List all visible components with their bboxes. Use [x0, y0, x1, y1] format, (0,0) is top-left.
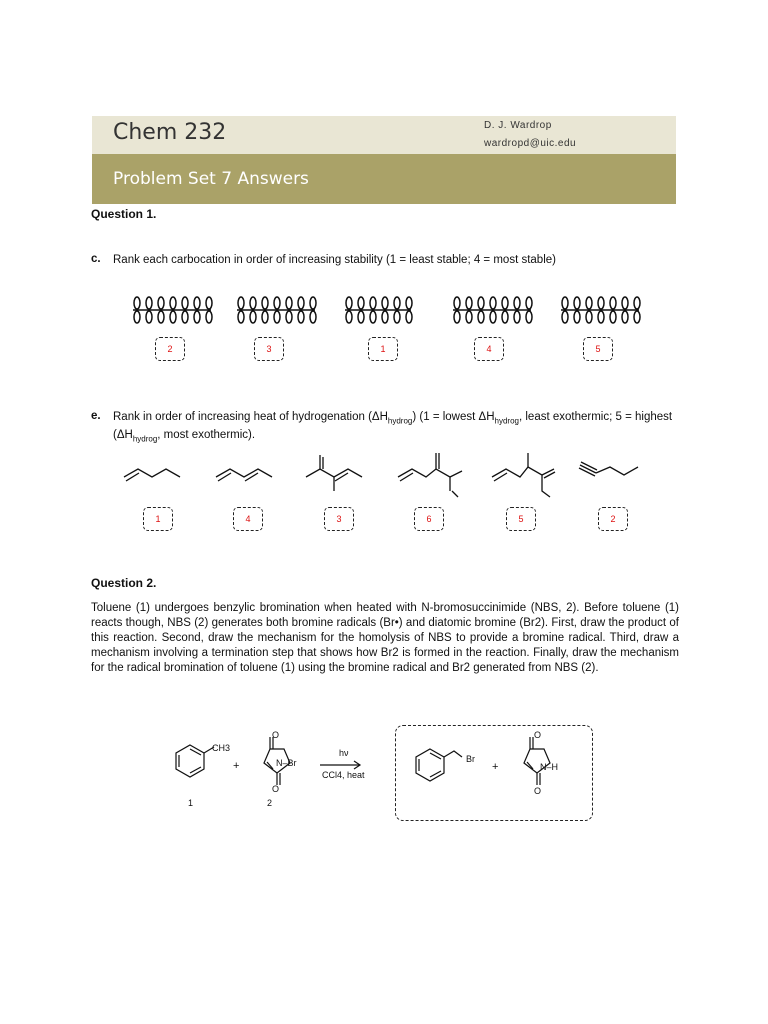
oxygen-label: O [534, 786, 542, 796]
alkene-5 [492, 453, 555, 497]
nbr-label: N–Br [276, 758, 297, 768]
alkene-structures [118, 447, 658, 503]
reaction-arrow [320, 761, 360, 769]
oxygen-label: O [272, 784, 280, 794]
rank-box[interactable]: 1 [143, 507, 173, 531]
oxygen-label: O [534, 730, 542, 740]
carbocation-structures [125, 292, 655, 328]
conditions-label: CCl4, heat [322, 770, 365, 780]
alkene-3 [306, 455, 362, 491]
author-name: D. J. Wardrop [484, 120, 552, 131]
question-1-heading: Question 1. [91, 207, 157, 221]
toluene-structure [176, 745, 214, 777]
nh-label: N–H [540, 762, 559, 772]
reaction-products [410, 735, 580, 815]
question-2-heading: Question 2. [91, 576, 157, 590]
alkene-4 [398, 453, 462, 497]
rank-box[interactable]: 3 [254, 337, 284, 361]
rank-box[interactable]: 4 [233, 507, 263, 531]
benzyl-bromide-structure [416, 749, 462, 781]
part-c-text: Rank each carbocation in order of increasing stability (1 = least stable; 4 = most stable) [113, 254, 556, 266]
carbocation-2 [237, 297, 316, 323]
rank-box[interactable]: 2 [598, 507, 628, 531]
course-title: Chem 232 [113, 120, 227, 145]
hv-label: hν [339, 748, 349, 758]
rank-box[interactable]: 2 [155, 337, 185, 361]
rank-box[interactable]: 5 [506, 507, 536, 531]
part-letter: e. [91, 410, 101, 422]
compound-label-1: 1 [188, 798, 194, 808]
alkyne-6 [579, 462, 638, 476]
carbocation-3 [345, 297, 412, 323]
succinimide-structure [524, 737, 550, 785]
compound-label-2: 2 [267, 798, 273, 808]
rank-box[interactable]: 5 [583, 337, 613, 361]
problem-set-title: Problem Set 7 Answers [113, 169, 309, 189]
part-letter: c. [91, 253, 101, 265]
rank-box[interactable]: 1 [368, 337, 398, 361]
oxygen-label: O [272, 730, 280, 740]
author-email: wardropd@uic.edu [484, 138, 577, 149]
carbocation-1 [133, 297, 212, 323]
alkene-2 [216, 469, 272, 481]
plus-sign: + [492, 761, 499, 773]
part-e-text: Rank in order of increasing heat of hydrogenation $(\Delta H_{hydrog}) (1$ = lowest $\Delta H_{hydrog}$, least exothermic; 5 = highest ($\Delta H_{hydrog}$, most exothermic). [113, 411, 673, 444]
carbocation-4 [453, 297, 532, 323]
rank-box[interactable]: 3 [324, 507, 354, 531]
methyl-label: CH3 [212, 743, 231, 753]
rank-box[interactable]: 6 [414, 507, 444, 531]
question-2-paragraph: Toluene (1) undergoes benzylic bromination when heated with N-bromosuccinimide (NBS, 2). Before toluene (1) reacts though, NBS (2) generates both bromine radicals (Br•) and diatomic bromine (Br2). First, draw the product of this reaction. Second, draw the mechanism for the homolysis of NBS to provide a bromine radical. Third, draw a mechanism involving a termination step that shows how Br2 is formed in the reaction. Finally, draw the mechanism for the radical bromination of toluene (1) using the bromine radical and Br2 generated from NBS (2). [91, 602, 679, 674]
carbocation-5 [561, 297, 640, 323]
alkene-1 [124, 469, 180, 481]
rank-box[interactable]: 4 [474, 337, 504, 361]
bromine-label: Br [466, 754, 475, 764]
plus-sign: + [233, 760, 240, 772]
